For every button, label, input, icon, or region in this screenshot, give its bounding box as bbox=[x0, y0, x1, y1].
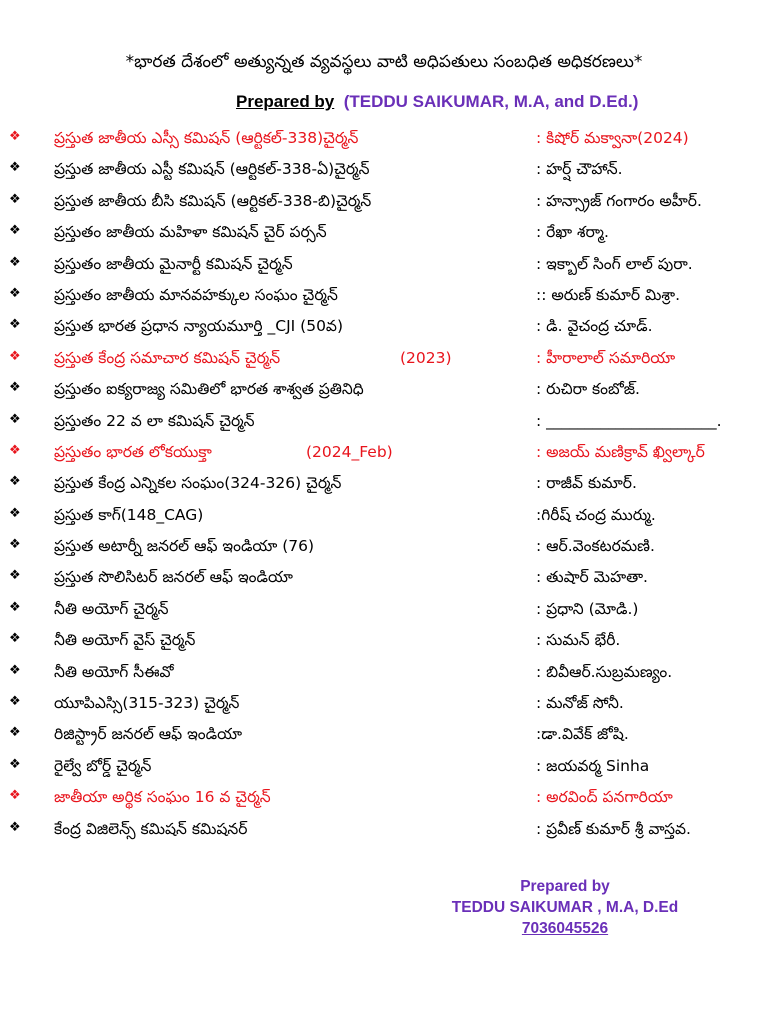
office-holder: : రేఖా శర్మా. bbox=[536, 223, 609, 242]
office-holder: : జయవర్మ Sinha bbox=[536, 756, 650, 775]
office-holder: : డి. వైచంద్ర చూడ్. bbox=[536, 317, 653, 336]
author-name: (TEDDU SAIKUMAR, M.A, and D.Ed.) bbox=[343, 92, 639, 111]
list-item bbox=[0, 533, 768, 564]
footer-phone: 7036045526 bbox=[521, 920, 609, 937]
list-item bbox=[0, 596, 768, 627]
office-holder: : మనోజ్ సోనీ. bbox=[536, 694, 624, 713]
office-holder: : ప్రవీణ్ కుమార్ శ్రీ వాస్తవ. bbox=[536, 819, 691, 838]
position-title: ప్రస్తుత జాతీయ ఎస్సీ కమిషన్ (ఆర్టికల్-338)చైర్మన్ bbox=[54, 129, 359, 147]
bullet-icon: ❖ bbox=[9, 317, 21, 333]
bullet-icon: ❖ bbox=[9, 191, 21, 207]
position-title: జాతీయా అర్థిక సంఘం 16 వ చైర్మన్ bbox=[54, 788, 271, 807]
list-item bbox=[0, 251, 768, 282]
bullet-icon: ❖ bbox=[9, 537, 21, 553]
year-tag: (2024_Feb) bbox=[306, 442, 393, 461]
office-holder: : బివీఆర్.సుబ్రమణ్యం. bbox=[536, 662, 673, 681]
office-holder: : అరవింద్ పనగారియా bbox=[536, 788, 673, 807]
office-holder: : అజయ్ మణిక్రావ్ ఖ్విల్కార్ bbox=[536, 442, 705, 461]
list-item bbox=[0, 376, 768, 407]
footer-prepared-label: Prepared by bbox=[520, 878, 610, 895]
list-item bbox=[0, 753, 768, 784]
bullet-icon: ❖ bbox=[9, 631, 21, 647]
bullet-icon: ❖ bbox=[9, 474, 21, 490]
officials-list bbox=[0, 125, 768, 847]
list-item bbox=[0, 784, 768, 815]
bullet-icon: ❖ bbox=[9, 756, 21, 772]
office-holder: : హీరాలాల్ సమారియా bbox=[536, 348, 676, 367]
list-item bbox=[0, 439, 768, 470]
bullet-icon: ❖ bbox=[9, 380, 21, 396]
footer-author-name: TEDDU SAIKUMAR , M.A, D.Ed bbox=[451, 899, 679, 916]
bullet-icon: ❖ bbox=[9, 348, 21, 364]
list-item bbox=[0, 659, 768, 690]
office-holder: : తుషార్ మెహతా. bbox=[536, 568, 648, 587]
position-title: రిజిస్ట్రార్ జనరల్ ఆఫ్ ఇండియా bbox=[54, 725, 242, 744]
bullet-icon: ❖ bbox=[9, 505, 21, 521]
bullet-icon: ❖ bbox=[9, 599, 21, 615]
position-title: ప్రస్తుతం భారత లోకయుక్తా bbox=[54, 442, 212, 461]
list-item bbox=[0, 502, 768, 533]
office-holder: : హర్ష్ చౌహాన్. bbox=[536, 160, 623, 179]
position-title: కేంద్ర విజిలెన్స్ కమిషన్ కమిషనర్ bbox=[54, 819, 248, 838]
position-title: రైల్వే బోర్డ్ చైర్మన్ bbox=[54, 756, 152, 775]
bullet-icon: ❖ bbox=[9, 285, 21, 301]
list-item bbox=[0, 219, 768, 250]
office-holder: : ఇక్బాల్ సింగ్ లాల్ పురా. bbox=[536, 254, 693, 273]
office-holder: : రాజీవ్ కుమార్. bbox=[536, 474, 637, 493]
bullet-icon: ❖ bbox=[9, 819, 21, 835]
list-item bbox=[0, 564, 768, 595]
bullet-icon: ❖ bbox=[9, 662, 21, 678]
prepared-by-header bbox=[236, 92, 638, 112]
bullet-icon: ❖ bbox=[9, 568, 21, 584]
position-title: ప్రస్తుత కేంద్ర ఎన్నికల సంఘం(324-326) చైర్మన్ bbox=[54, 474, 342, 493]
bullet-icon: ❖ bbox=[9, 411, 21, 427]
prepared-by-label: Prepared by bbox=[236, 92, 335, 111]
position-title: ప్రస్తుతం జాతీయ మైనార్టీ కమిషన్ చైర్మన్ bbox=[54, 254, 293, 273]
position-title: నీతి అయోగ్ సీఈవో bbox=[54, 662, 174, 681]
bullet-icon: ❖ bbox=[9, 694, 21, 710]
position-title: ప్రస్తుత జాతీయ బీసి కమిషన్ (ఆర్టికల్-338-బి)చైర్మన్ bbox=[54, 191, 372, 210]
office-holder: :గిరీష్ చంద్ర ముర్ము. bbox=[536, 505, 656, 524]
office-holder: :డా.వివేక్ జోషి. bbox=[536, 725, 629, 744]
bullet-icon: ❖ bbox=[9, 442, 21, 458]
bullet-icon: ❖ bbox=[9, 223, 21, 239]
prepared-by-footer bbox=[440, 876, 690, 939]
office-holder: :: అరుణ్ కుమార్ మిశ్రా. bbox=[536, 285, 681, 304]
page-title: *భారత దేశంలో అత్యున్నత వ్యవస్థలు వాటి అధిపతులు సంబధిత అధికరణలు* bbox=[125, 52, 643, 72]
position-title: ప్రస్తుతం జాతీయ మానవహక్కుల సంఘం చైర్మన్ bbox=[54, 285, 338, 304]
bullet-icon: ❖ bbox=[9, 254, 21, 270]
position-title: ప్రస్తుతం ఐక్యరాజ్య సమితిలో భారత శాశ్వత ప్రతినిధి bbox=[54, 380, 364, 399]
list-item bbox=[0, 690, 768, 721]
list-item bbox=[0, 345, 768, 376]
position-title: నీతి అయోగ్ చైర్మన్ bbox=[54, 599, 169, 618]
bullet-icon: ❖ bbox=[9, 129, 21, 144]
bullet-icon: ❖ bbox=[9, 725, 21, 741]
office-holder: : కిషోర్ మక్వానా(2024) bbox=[536, 129, 689, 147]
office-holder: : ______________________. bbox=[536, 411, 722, 430]
list-item bbox=[0, 721, 768, 752]
list-item bbox=[0, 313, 768, 344]
position-title: ప్రస్తుత అటార్నీ జనరల్ ఆఫ్ ఇండియా (76) bbox=[54, 537, 315, 556]
bullet-icon: ❖ bbox=[9, 788, 21, 804]
list-item bbox=[0, 408, 768, 439]
position-title: యూపిఎస్సి(315-323) చైర్మన్ bbox=[54, 694, 240, 713]
position-title: ప్రస్తుతం జాతీయ మహిళా కమిషన్ చైర్ పర్సన్ bbox=[54, 223, 327, 242]
list-item bbox=[0, 282, 768, 313]
office-holder: : సుమన్ భేరీ. bbox=[536, 631, 621, 650]
bullet-icon: ❖ bbox=[9, 160, 21, 176]
office-holder: : రుచిరా కంబోజ్. bbox=[536, 380, 640, 399]
position-title: ప్రస్తుత భారత ప్రధాన న్యాయమూర్తి _CJI (50వ) bbox=[54, 317, 344, 336]
list-item bbox=[0, 125, 768, 156]
year-tag: (2023) bbox=[400, 348, 452, 367]
office-holder: : ఆర్.వెంకటరమణి. bbox=[536, 537, 655, 556]
office-holder: : ప్రధాని (మోడి.) bbox=[536, 599, 639, 618]
position-title: ప్రస్తుత కాగ్(148_CAG) bbox=[54, 505, 204, 524]
list-item bbox=[0, 627, 768, 658]
list-item bbox=[0, 156, 768, 187]
list-item bbox=[0, 188, 768, 219]
position-title: ప్రస్తుత జాతీయ ఎస్టీ కమిషన్ (ఆర్టికల్-338-ఏ)చైర్మన్ bbox=[54, 160, 370, 179]
position-title: ప్రస్తుతం 22 వ లా కమిషన్ చైర్మన్ bbox=[54, 411, 255, 430]
position-title: ప్రస్తుత సొలిసిటర్ జనరల్ ఆఫ్ ఇండియా bbox=[54, 568, 293, 587]
position-title: ప్రస్తుత కేంద్ర సమాచార కమిషన్ చైర్మన్ bbox=[54, 348, 281, 367]
list-item bbox=[0, 816, 768, 847]
position-title: నీతి అయోగ్ వైస్ చైర్మన్ bbox=[54, 631, 196, 650]
list-item bbox=[0, 470, 768, 501]
office-holder: : హన్స్రాజ్ గంగారం అహీర్. bbox=[536, 191, 702, 210]
